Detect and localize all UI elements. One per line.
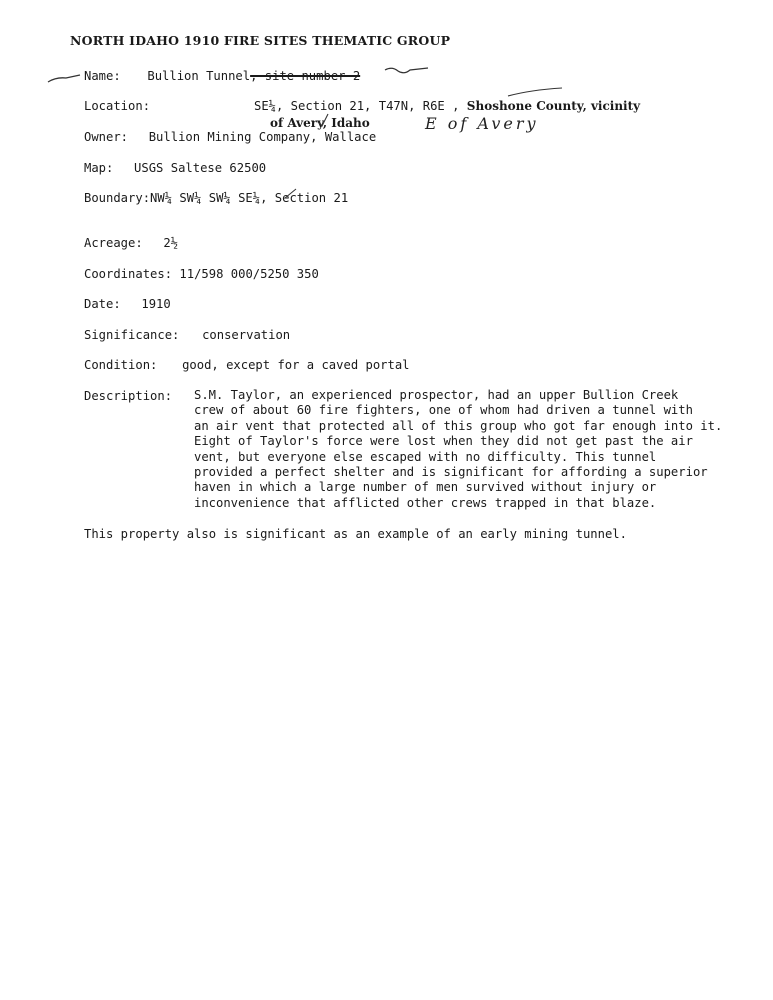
squiggle-mark bbox=[385, 68, 428, 73]
description-line: inconvenience that afflicted other crews trapped in that blaze. bbox=[194, 495, 657, 510]
description-label: Description: bbox=[84, 389, 173, 403]
description-line: vent, but everyone else escaped with no difficulty. This tunnel bbox=[194, 449, 657, 464]
description-line: S.M. Taylor, an experienced prospector, had an upper Bullion Creek bbox=[194, 388, 679, 402]
significance-value: conservation bbox=[202, 328, 291, 342]
date-row bbox=[84, 297, 171, 311]
description-line: haven in which a large number of men survived without injury or bbox=[194, 480, 657, 495]
description-line: Eight of Taylor's force were lost when they did not get past the air bbox=[194, 434, 693, 449]
owner-row bbox=[84, 130, 376, 144]
acreage-row bbox=[84, 236, 178, 250]
acreage-label: Acreage: bbox=[84, 236, 143, 250]
description-text bbox=[194, 388, 764, 511]
condition-label: Condition: bbox=[84, 358, 158, 372]
acreage-value: 2½ bbox=[163, 236, 179, 250]
description-line: an air vent that protected all of this group who got far enough into it. bbox=[194, 418, 723, 433]
date-label: Date: bbox=[84, 297, 121, 311]
closing-statement: This property also is significant as an example of an early mining tunnel. bbox=[84, 527, 627, 541]
significance-row bbox=[84, 328, 290, 342]
name-struck-text: , site number 2 bbox=[250, 69, 361, 83]
location-value-b: Shoshone County, vicinity bbox=[466, 99, 641, 113]
location-value-line1 bbox=[254, 99, 640, 113]
location-value-a: SE¼, Section 21, T47N, R6E , bbox=[254, 99, 460, 113]
coordinates-row bbox=[84, 267, 319, 281]
date-value: 1910 bbox=[141, 297, 171, 311]
significance-label: Significance: bbox=[84, 328, 180, 342]
map-value: USGS Saltese 62500 bbox=[134, 161, 267, 175]
coordinates-value: 11/598 000/5250 350 bbox=[179, 267, 319, 281]
description-line: provided a perfect shelter and is significant for affording a superior bbox=[194, 465, 708, 480]
map-label: Map: bbox=[84, 161, 114, 175]
boundary-value: NW¼ SW¼ SW¼ SE¼, Section 21 bbox=[150, 191, 349, 205]
description-line: crew of about 60 fire fighters, one of whom had driven a tunnel with bbox=[194, 403, 693, 418]
owner-label: Owner: bbox=[84, 130, 129, 144]
name-value: Bullion Tunnel bbox=[147, 69, 251, 83]
handwritten-note: E of Avery bbox=[425, 114, 539, 133]
boundary-row bbox=[84, 191, 348, 205]
location-value-line2: of Avery, Idaho bbox=[270, 116, 370, 130]
document-title: NORTH IDAHO 1910 FIRE SITES THEMATIC GROUP bbox=[70, 33, 451, 48]
condition-value: good, except for a caved portal bbox=[182, 358, 410, 372]
boundary-label: Boundary: bbox=[84, 191, 151, 205]
location-label: Location: bbox=[84, 99, 151, 113]
name-row bbox=[84, 69, 360, 83]
map-row bbox=[84, 161, 266, 175]
name-label: Name: bbox=[84, 69, 121, 83]
condition-row bbox=[84, 358, 410, 372]
check-mark-stroke bbox=[508, 88, 562, 96]
coordinates-label: Coordinates: bbox=[84, 267, 173, 281]
owner-value: Bullion Mining Company, Wallace bbox=[148, 130, 377, 144]
margin-tick-mark bbox=[48, 75, 80, 82]
